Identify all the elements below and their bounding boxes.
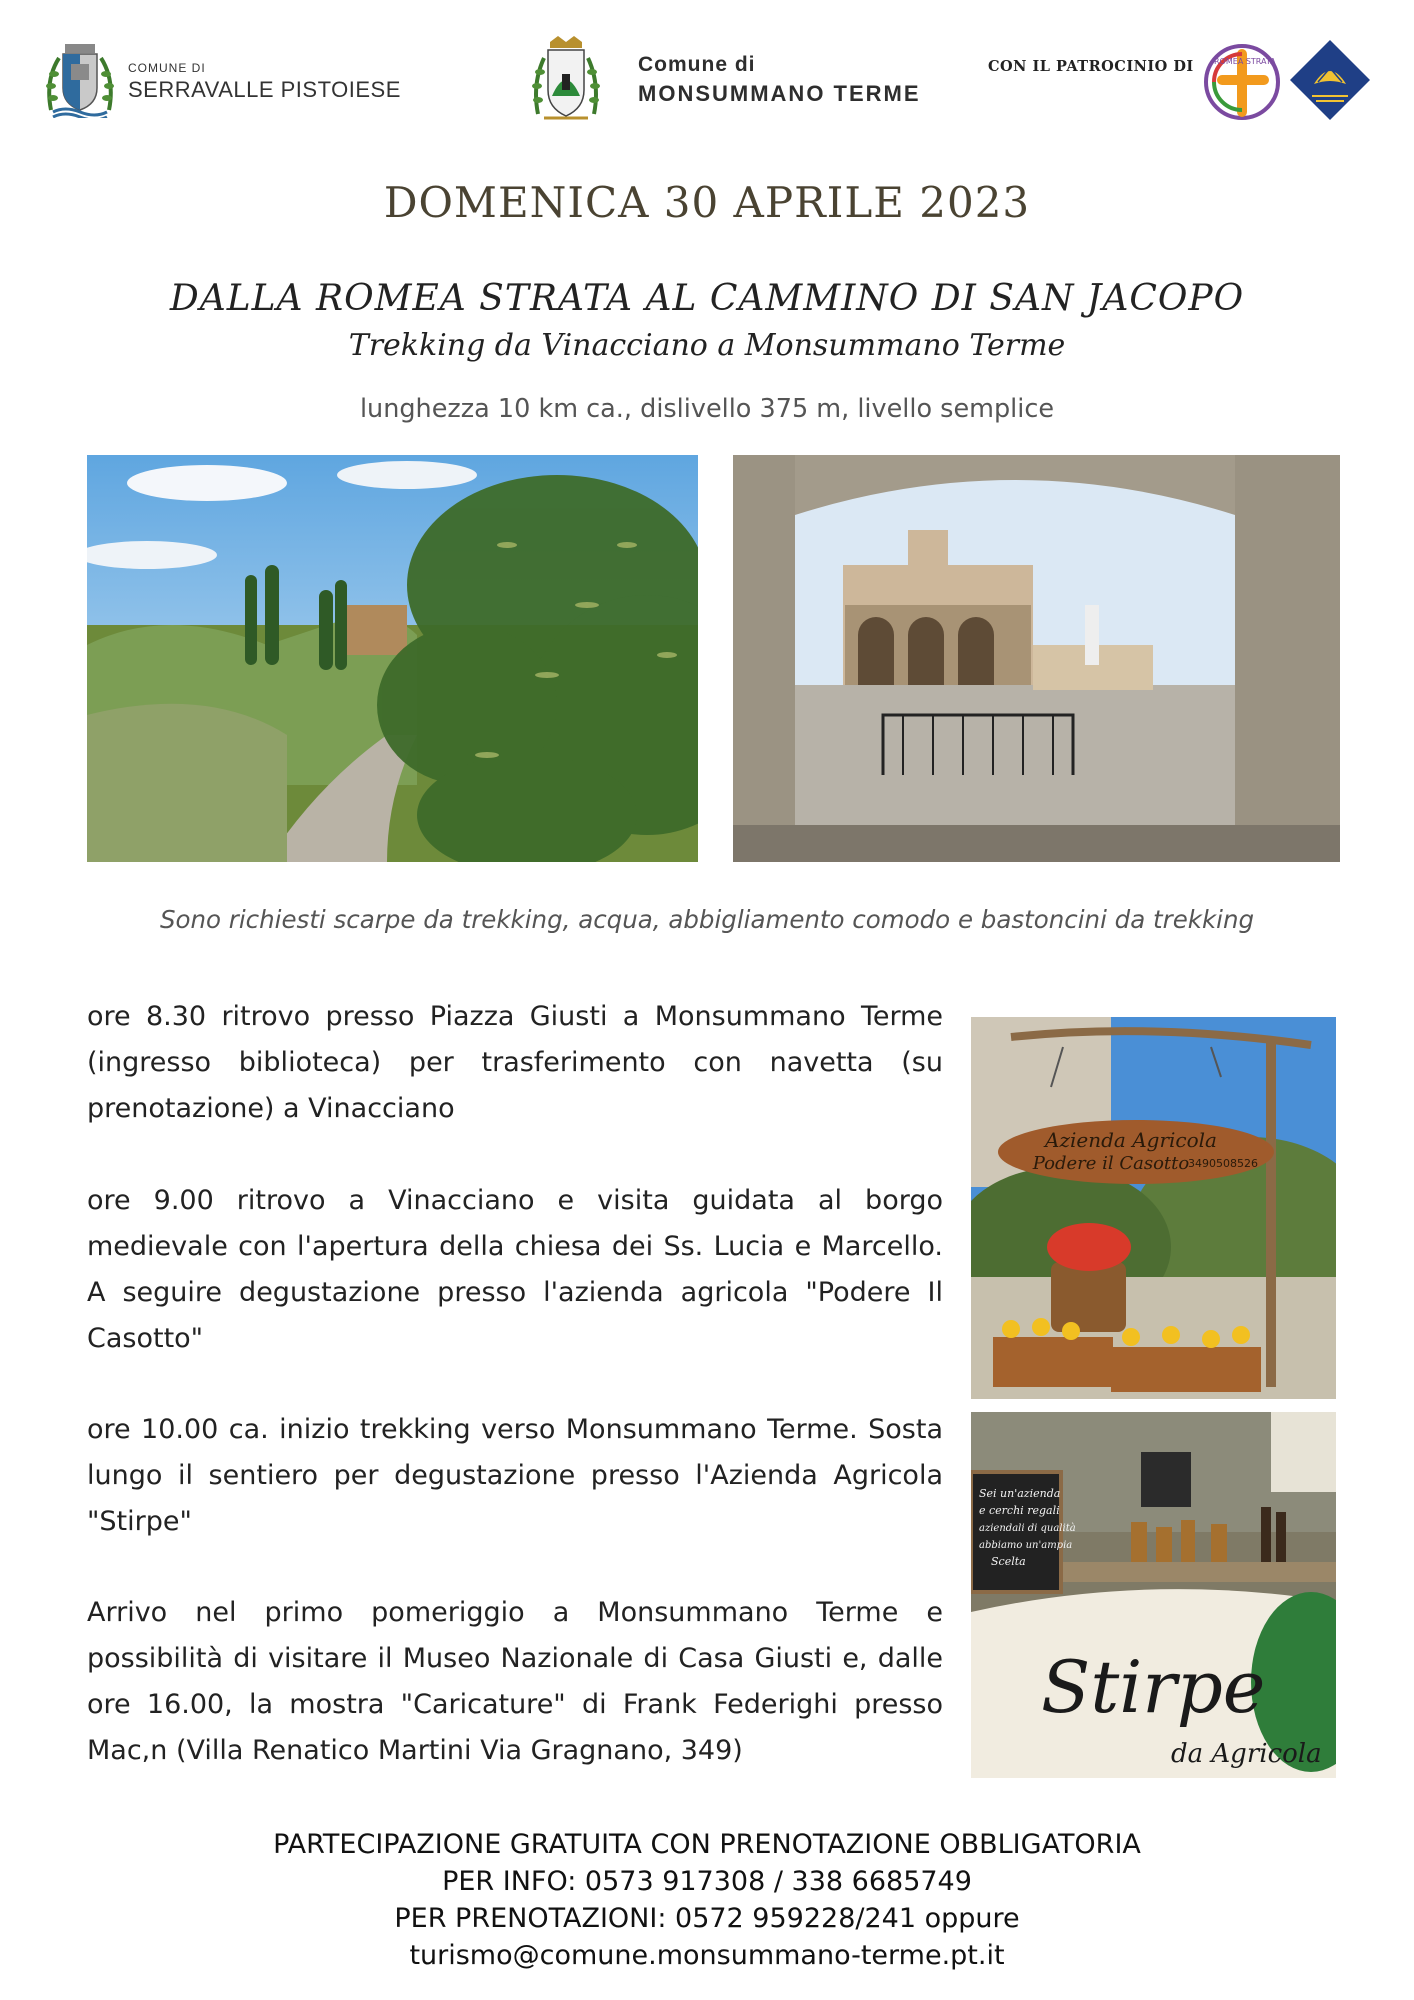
serravalle-label-small: COMUNE DI (128, 61, 206, 75)
photo-stirpe-stand (971, 1412, 1336, 1778)
monsummano-crest (530, 34, 602, 124)
romea-strata-mark: ROMEA STRATA (1214, 57, 1276, 66)
banner-sub: da Agricola (1171, 1739, 1322, 1769)
program-item-1: ore 8.30 ritrovo presso Piazza Giusti a Monsummano Terme (ingresso biblioteca) per trasferimento con navetta (su prenotazione) a Vinacciano (87, 1001, 943, 1124)
chalk-line-3: aziendali di qualità (979, 1523, 1076, 1534)
footer-email[interactable]: turismo@comune.monsummano-terme.pt.it (409, 1940, 1005, 1971)
banner-stirpe: Stirpe (1041, 1645, 1266, 1729)
chalk-line-5: Scelta (991, 1555, 1026, 1568)
photo-olive-path (87, 455, 698, 862)
sign-line-2: Podere il Casotto (1032, 1153, 1190, 1174)
program-item-3: ore 10.00 ca. inizio trekking verso Monsummano Terme. Sosta lungo il sentiero per degustazione presso l'Azienda Agricola "Stirpe" (87, 1414, 943, 1537)
chalk-line-1: Sei un'azienda (979, 1487, 1061, 1500)
monsummano-label-small: Comune di (638, 53, 756, 76)
monsummano-label-big: MONSUMMANO TERME (638, 81, 921, 106)
cammino-san-jacopo-logo (1288, 38, 1372, 122)
program-item-2: ore 9.00 ritrovo a Vinacciano e visita guidata al borgo medievale con l'apertura della chiesa dei Ss. Lucia e Marcello. A seguire degustazione presso l'azienda agricola "Podere Il Casotto" (87, 1185, 943, 1354)
photo-piazza-arches (733, 455, 1340, 862)
chalk-line-4: abbiamo un'ampia (979, 1540, 1073, 1551)
footer-booking-phone: PER PRENOTAZIONI: 0572 959228/241 oppure (394, 1903, 1020, 1934)
event-title: DALLA ROMEA STRATA AL CAMMINO DI SAN JACOPO (169, 278, 1245, 319)
equipment-note: Sono richiesti scarpe da trekking, acqua, abbigliamento comodo e bastoncini da trekking (159, 905, 1255, 934)
footer-participation: PARTECIPAZIONE GRATUITA CON PRENOTAZIONE OBBLIGATORIA (273, 1829, 1141, 1860)
route-details: lunghezza 10 km ca., dislivello 375 m, livello semplice (359, 394, 1055, 424)
serravalle-crest (45, 40, 115, 118)
sign-phone: 3490508526 (1188, 1157, 1258, 1170)
patrocinio-label: CON IL PATROCINIO DI (988, 58, 1194, 75)
chalk-line-2: e cerchi regali (979, 1504, 1060, 1517)
sign-line-1: Azienda Agricola (1045, 1128, 1217, 1152)
photo-podere-sign (971, 1017, 1336, 1399)
event-subtitle: Trekking da Vinacciano a Monsummano Terme (348, 328, 1066, 363)
event-date: DOMENICA 30 APRILE 2023 (383, 178, 1031, 227)
romea-strata-logo (1202, 42, 1282, 122)
serravalle-label-big: SERRAVALLE PISTOIESE (128, 77, 401, 102)
program-item-4: Arrivo nel primo pomeriggio a Monsummano Terme e possibilità di visitare il Museo Nazionale di Casa Giusti e, dalle ore 16.00, la mostra "Caricature" di Frank Federighi presso Mac,n (Villa Renatico Martini Via Gragnano, 349) (87, 1597, 943, 1766)
footer-info-phone: PER INFO: 0573 917308 / 338 6685749 (442, 1866, 972, 1897)
